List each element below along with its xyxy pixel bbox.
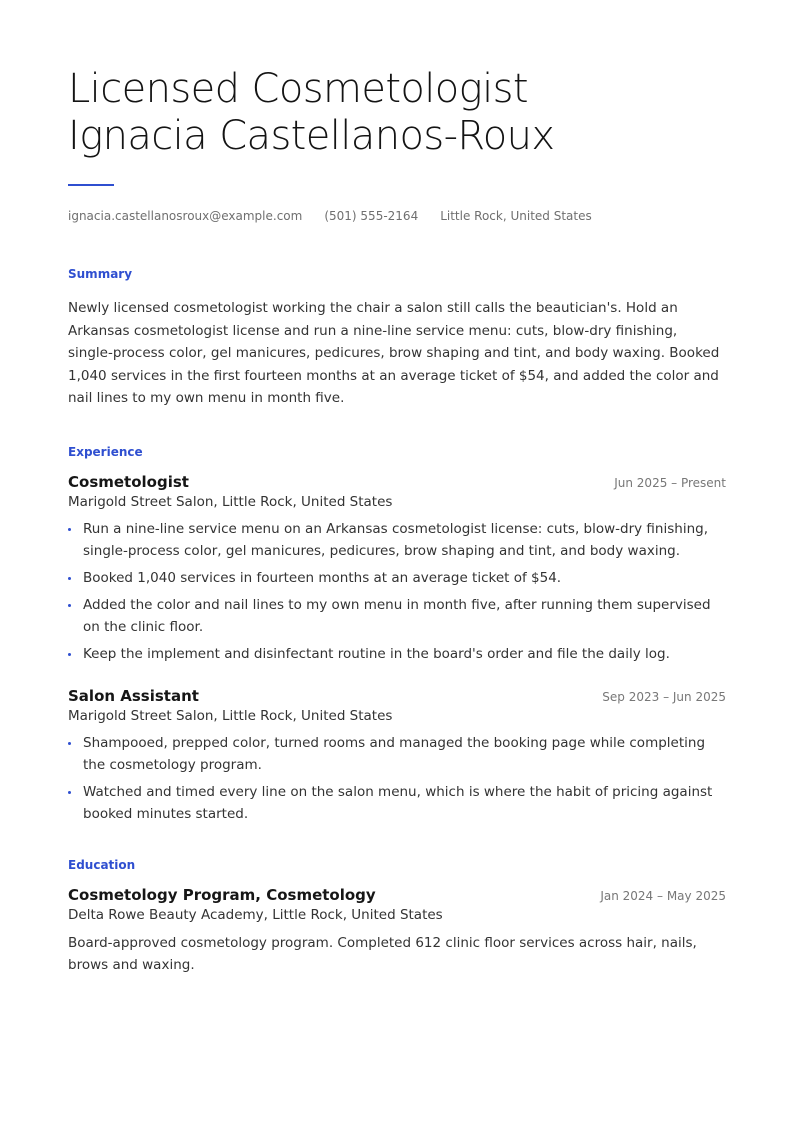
accent-divider bbox=[68, 184, 114, 186]
headline-full-name: Ignacia Castellanos-Roux bbox=[68, 113, 555, 159]
headline-job-title: Licensed Cosmetologist bbox=[68, 66, 528, 112]
job-bullet: Booked 1,040 services in fourteen months at an average ticket of $54. bbox=[68, 567, 726, 589]
summary-section bbox=[68, 267, 726, 410]
job-bullet: Shampooed, prepped color, turned rooms and managed the booking page while completing the cosmetology program. bbox=[68, 732, 726, 776]
job-dates: Sep 2023 – Jun 2025 bbox=[602, 689, 726, 704]
job-employer: Marigold Street Salon, Little Rock, United States bbox=[68, 493, 393, 510]
resume-headline bbox=[68, 66, 726, 160]
job-dates: Jun 2025 – Present bbox=[614, 475, 726, 490]
contact-phone[interactable]: (501) 555-2164 bbox=[324, 209, 419, 223]
degree-title: Cosmetology Program, Cosmetology bbox=[68, 885, 376, 904]
education-section bbox=[68, 858, 726, 977]
education-dates: Jan 2024 – May 2025 bbox=[600, 888, 726, 903]
school-name: Delta Rowe Beauty Academy, Little Rock, United States bbox=[68, 906, 443, 923]
contact-location: Little Rock, United States bbox=[440, 209, 592, 223]
contact-info bbox=[68, 209, 726, 223]
job-bullet: Keep the implement and disinfectant routine in the board's order and file the daily log. bbox=[68, 643, 726, 665]
education-heading: Education bbox=[68, 857, 136, 872]
summary-heading: Summary bbox=[68, 267, 133, 281]
experience-section bbox=[68, 445, 726, 825]
job-title: Cosmetologist bbox=[68, 472, 189, 491]
education-description: Board-approved cosmetology program. Completed 612 clinic floor services across hair, nails, brows and waxing. bbox=[68, 934, 697, 973]
job-bullet: Added the color and nail lines to my own menu in month five, after running them supervised on the clinic floor. bbox=[68, 594, 726, 638]
experience-heading: Experience bbox=[68, 444, 143, 459]
job-employer: Marigold Street Salon, Little Rock, United States bbox=[68, 707, 393, 724]
job-bullet: Run a nine-line service menu on an Arkansas cosmetologist license: cuts, blow-dry finishing, single-process color, gel manicures, pedicures, brow shaping and tint, and body waxing. bbox=[68, 518, 726, 562]
summary-text: Newly licensed cosmetologist working the chair a salon still calls the beautician's. Hold an Arkansas cosmetologist license and run a nine-line service menu: cuts, blow-dry finishing, single-process color, gel manicures, pedicures, brow shaping and tint, and body waxing. Booked 1,040 services in the first fourteen months at an average ticket of $54, and added the color and nail lines to my own menu in month five. bbox=[68, 300, 720, 406]
job-title: Salon Assistant bbox=[68, 686, 199, 705]
job-bullets bbox=[68, 518, 726, 665]
job-bullets bbox=[68, 732, 726, 825]
job-bullet: Watched and timed every line on the salon menu, which is where the habit of pricing against booked minutes started. bbox=[68, 781, 726, 825]
experience-entry bbox=[68, 473, 726, 665]
education-entry bbox=[68, 886, 726, 977]
experience-entry bbox=[68, 687, 726, 825]
contact-email[interactable]: ignacia.castellanosroux@example.com bbox=[68, 209, 303, 223]
